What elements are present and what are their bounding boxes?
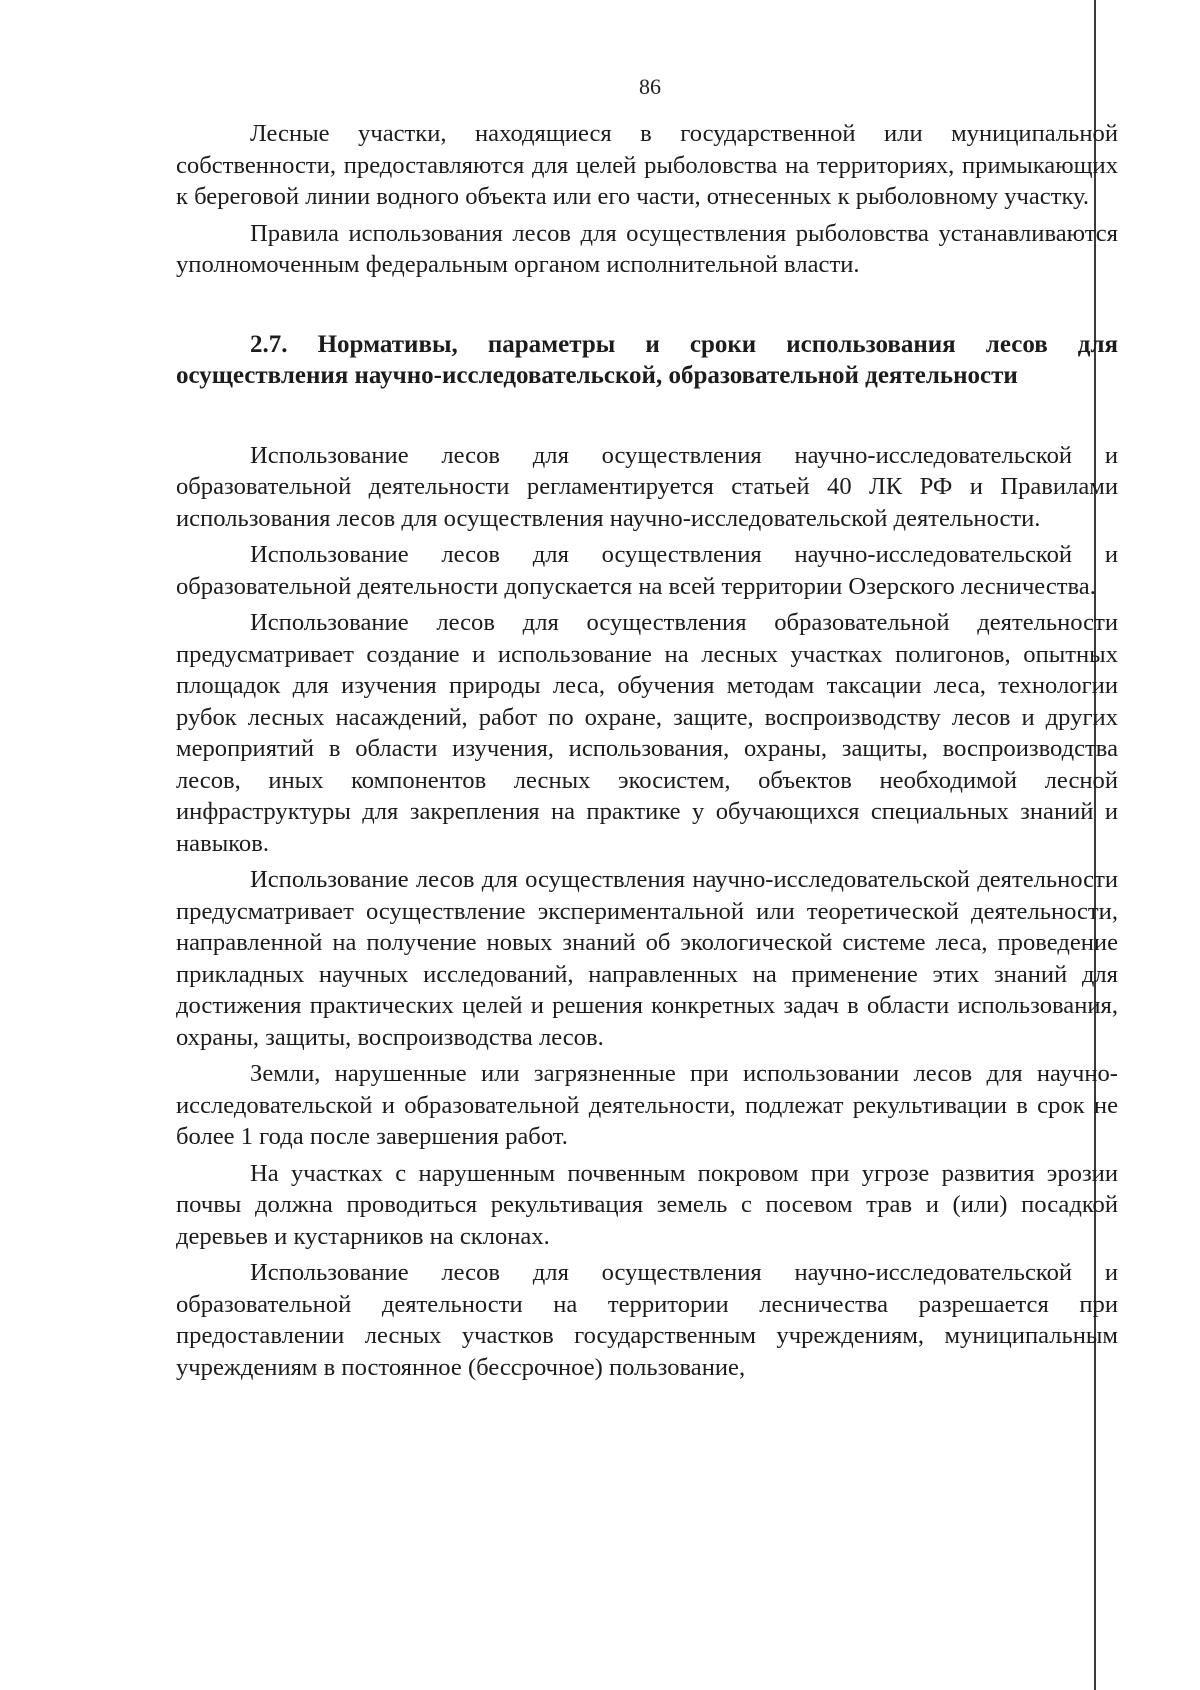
paragraph-regulation: Использование лесов для осуществления научно-исследовательской и образовательной деятельности регламентируется статьей 40 ЛК РФ и Правилами использования лесов для осуществления научно-исследовательской деятельности. xyxy=(176,441,1118,532)
paragraph-erosion: На участках с нарушенным почвенным покровом при угрозе развития эрозии почвы должна проводиться рекультивация земель с посевом трав и (или) посадкой деревьев и кустарников на склонах. xyxy=(176,1159,1118,1250)
paragraph-fishing-plots: Лесные участки, находящиеся в государственной или муниципальной собственности, предоставляются для целей рыболовства на территориях, примыкающих к береговой линии водного объекта или его части, отнесенных к рыболовному участку. xyxy=(176,120,1118,210)
paragraph-territory: Использование лесов для осуществления научно-исследовательской и образовательной деятельности допускается на всей территории Озерского лесничества. xyxy=(176,541,1118,600)
paragraph-institutions: Использование лесов для осуществления научно-исследовательской и образовательной деятельности на территории лесничества разрешается при предоставлении лесных участков государственным учреждениям, муниципальным учреждениям в постоянное (бессрочное) пользование, xyxy=(176,1259,1118,1381)
paragraph-research: Использование лесов для осуществления научно-исследовательской деятельности предусматривает осуществление экспериментальной или теоретической деятельности, направленной на получение новых знаний об экологической системе леса, проведение прикладных научных исследований, направленных на применение этих знаний для достижения практических целей и решения конкретных задач в области использования, охраны, защиты, воспроизводства лесов. xyxy=(176,866,1118,1051)
paragraph-education: Использование лесов для осуществления образовательной деятельности предусматривает создание и использование на лесных участках полигонов, опытных площадок для изучения природы леса, обучения методам таксации леса, технологии рубок лесных насаждений, работ по охране, защите, воспроизводству лесов и других мероприятий в области изучения, использования, охраны, защиты, воспроизводства лесов, иных компонентов лесных экосистем, объектов необходимой лесной инфраструктуры для закрепления на практике у обучающихся специальных знаний и навыков. xyxy=(176,609,1118,857)
section-heading: 2.7. Нормативы, параметры и сроки использования лесов для осуществления научно-исследовательской, образовательной деятельности xyxy=(176,330,1118,389)
paragraph-recultivation: Земли, нарушенные или загрязненные при использовании лесов для научно-исследовательской и образовательной деятельности, подлежат рекультивации в срок не более 1 года после завершения работ. xyxy=(176,1060,1118,1150)
page-number: 86 xyxy=(639,74,661,99)
paragraph-fishing-rules: Правила использования лесов для осуществления рыболовства устанавливаются уполномоченным федеральным органом исполнительной власти. xyxy=(176,219,1118,278)
document-body xyxy=(176,118,1118,1383)
